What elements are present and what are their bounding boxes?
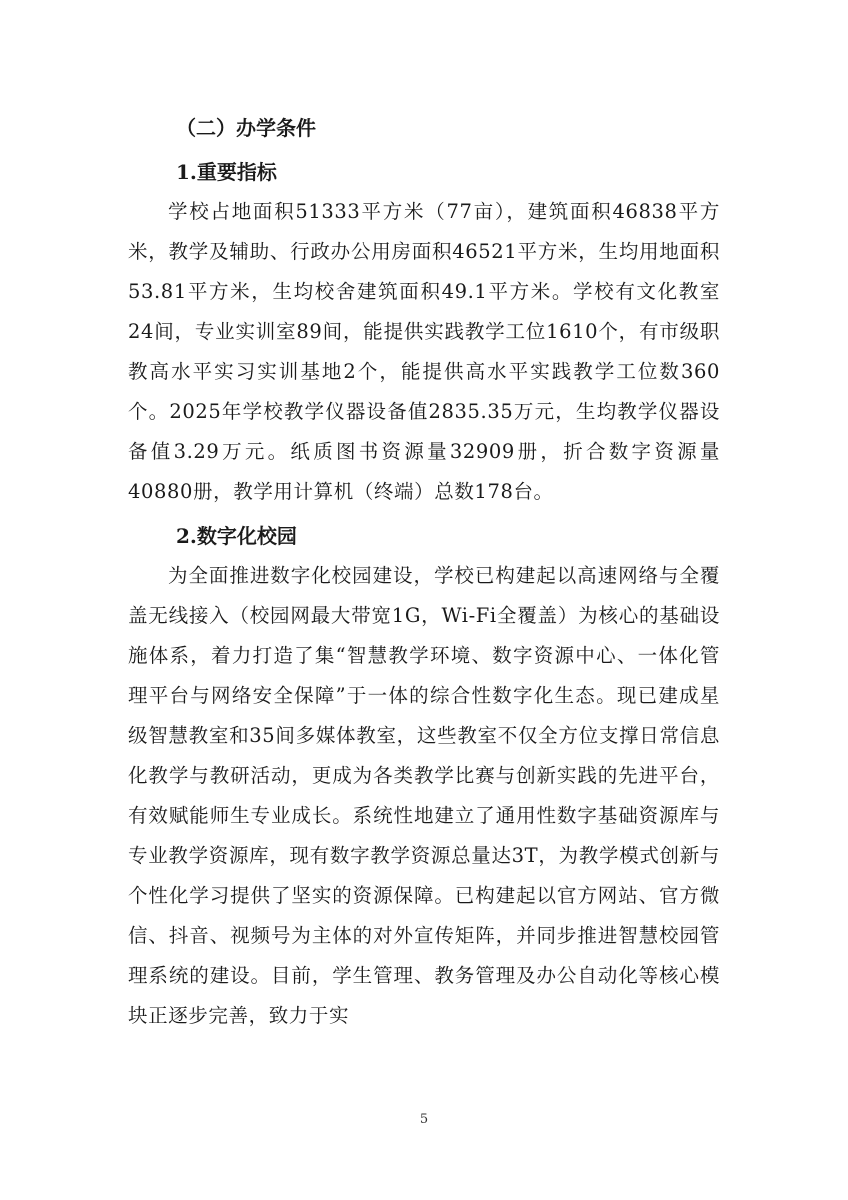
paragraph-key-indicators: 学校占地面积51333平方米（77亩），建筑面积46838平方米，教学及辅助、行政办公用房面积46521平方米，生均用地面积53.81平方米，生均校舍建筑面积49.1平方米。学校有文化教室24间，专业实训室89间，能提供实践教学工位1610个，有市级职教高水平实习实训基地2个，能提供高水平实践教学工位数360个。2025年学校教学仪器设备值2835.35万元，生均教学仪器设备值3.29万元。纸质图书资源量32909册，折合数字资源量40880册，教学用计算机（终端）总数178台。: [128, 200, 720, 503]
page-content: [128, 108, 720, 1036]
subsection-heading-digital-campus: 2.数字化校园: [176, 524, 297, 548]
page-number: 5: [419, 1112, 429, 1127]
subsection-heading-key-indicators: 1.重要指标: [176, 160, 277, 184]
section-heading: （二）办学条件: [176, 116, 316, 140]
paragraph-digital-campus: 为全面推进数字化校园建设，学校已构建起以高速网络与全覆盖无线接入（校园网最大带宽1G，Wi-Fi全覆盖）为核心的基础设施体系，着力打造了集“智慧教学环境、数字资源中心、一体化管理平台与网络安全保障”于一体的综合性数字化生态。现已建成星级智慧教室和35间多媒体教室，这些教室不仅全方位支撑日常信息化教学与教研活动，更成为各类教学比赛与创新实践的先进平台，有效赋能师生专业成长。系统性地建立了通用性数字基础资源库与专业教学资源库，现有数字教学资源总量达3T，为教学模式创新与个性化学习提供了坚实的资源保障。已构建起以官方网站、官方微信、抖音、视频号为主体的对外宣传矩阵，并同步推进智慧校园管理系统的建设。目前，学生管理、教务管理及办公自动化等核心模块正逐步完善，致力于实: [128, 564, 720, 1027]
